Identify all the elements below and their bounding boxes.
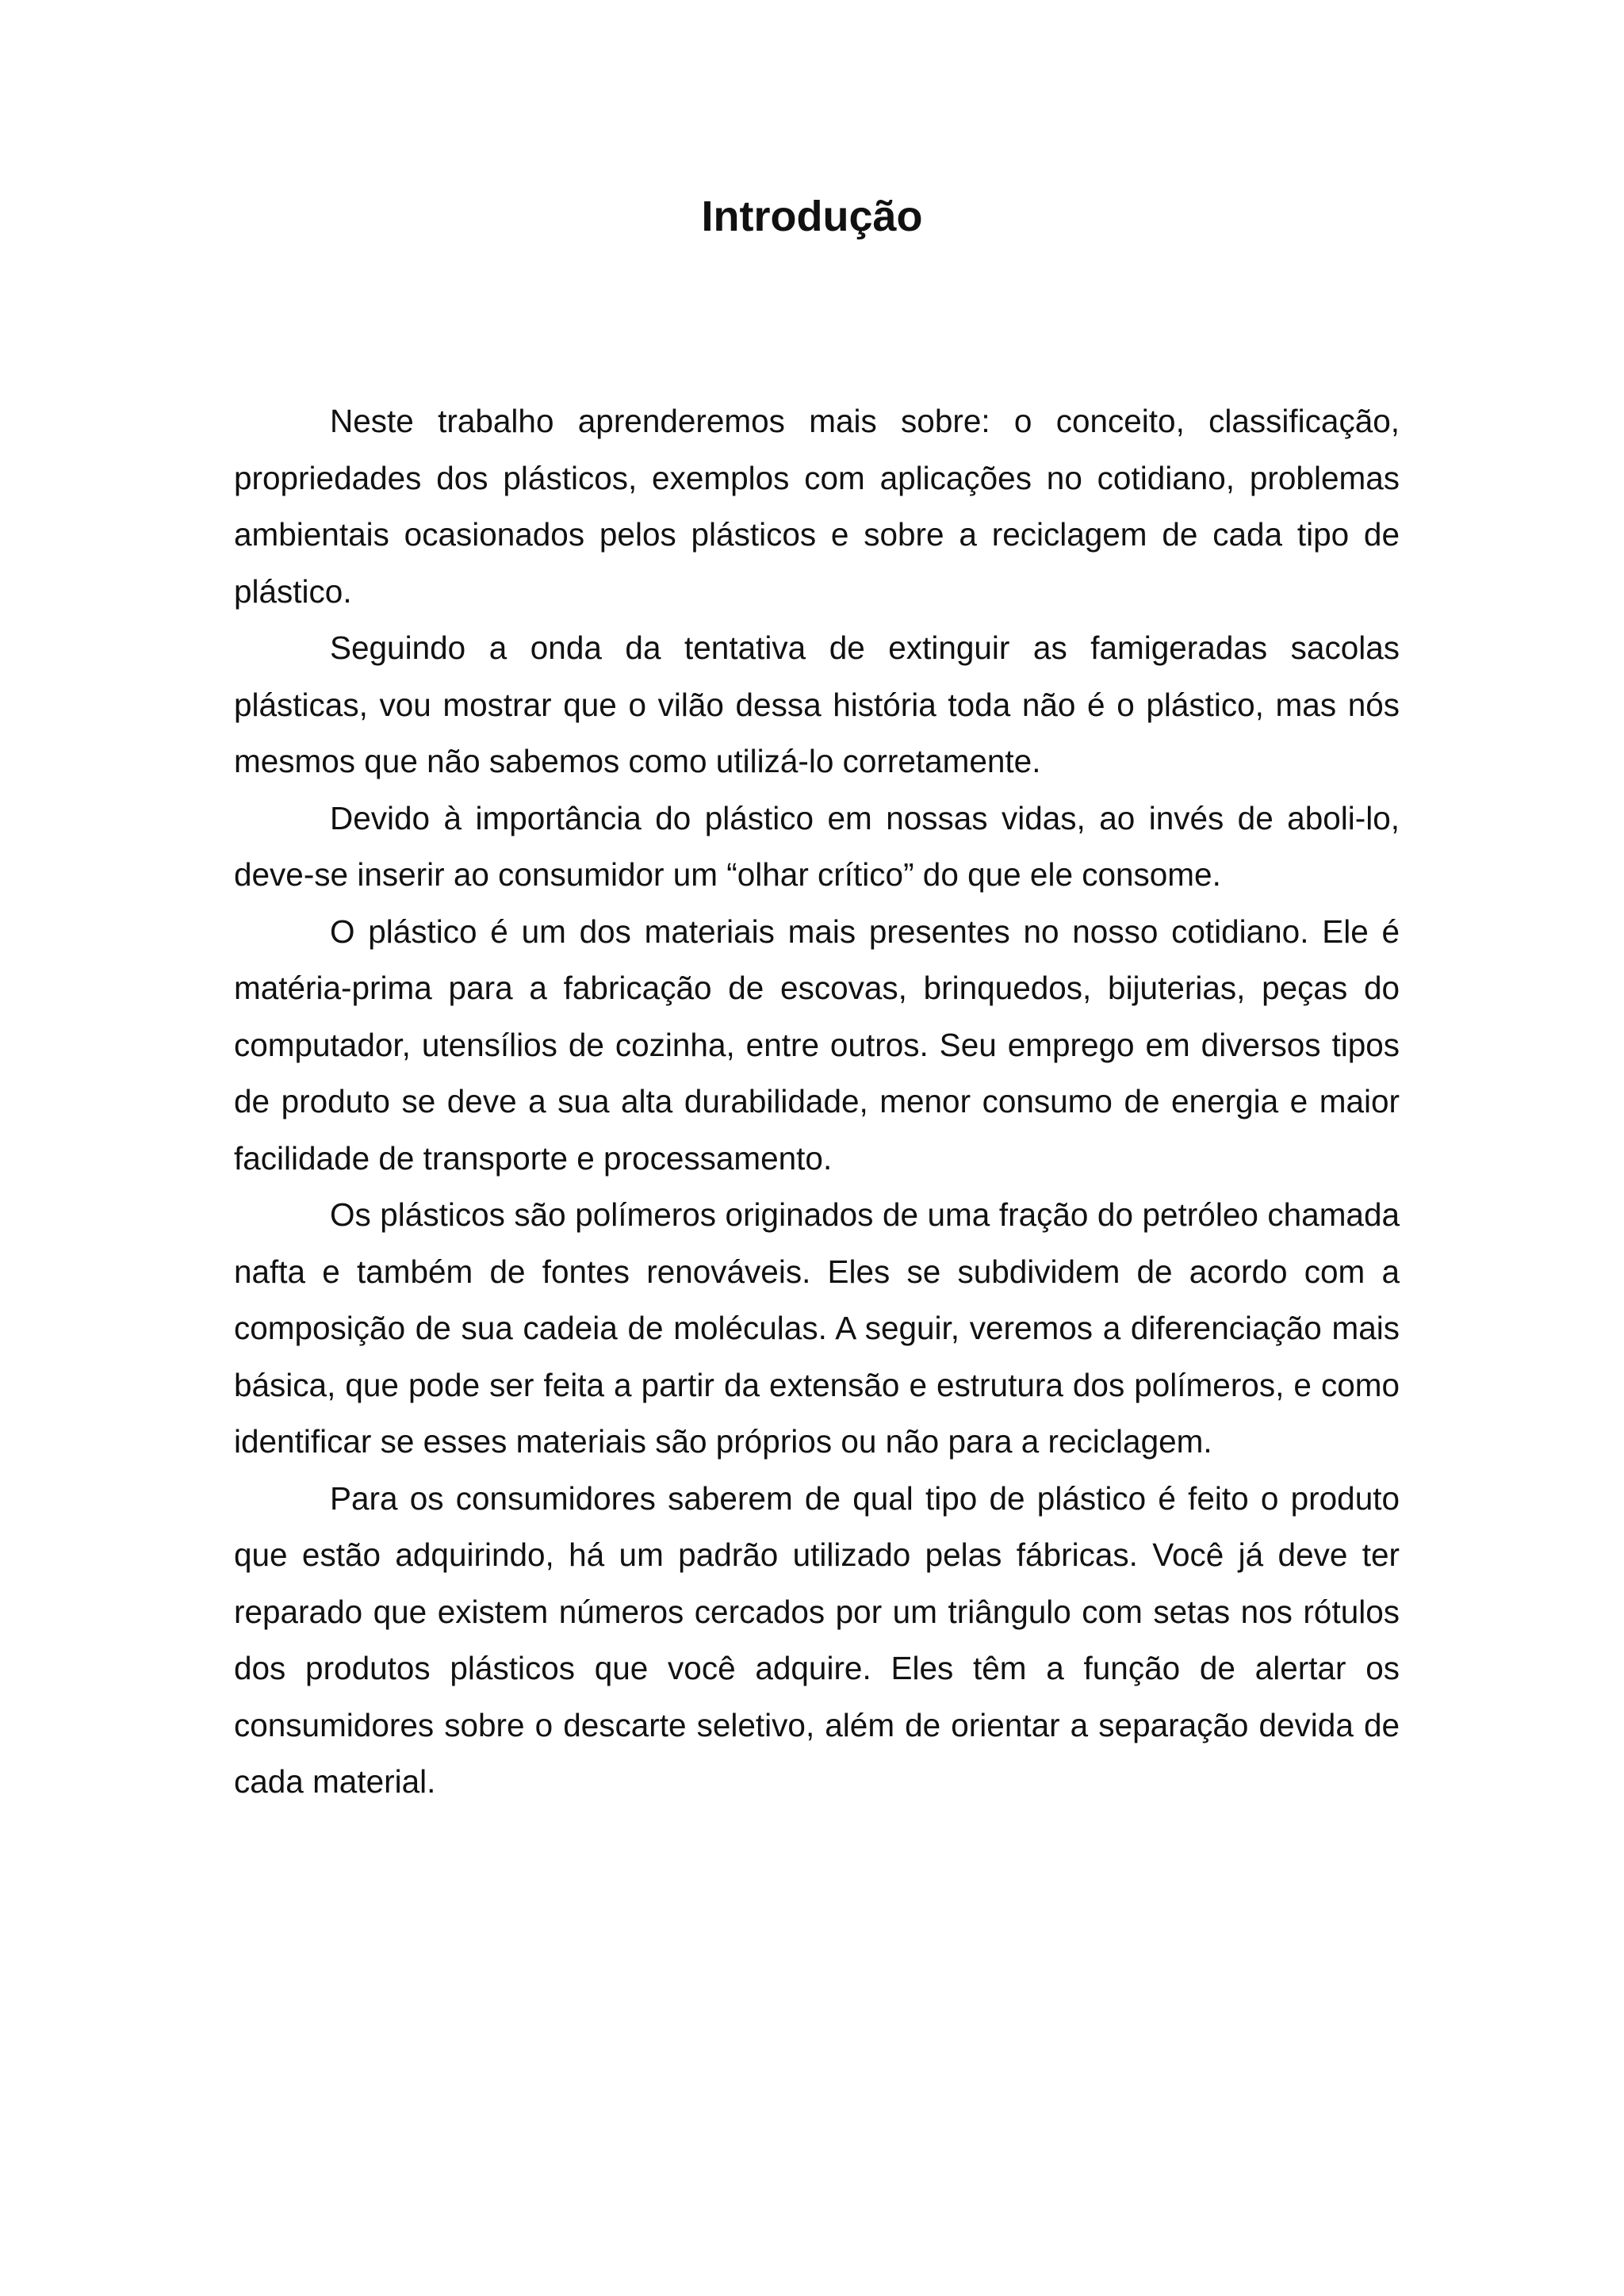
- document-body: [234, 393, 1400, 1811]
- paragraph-4: O plástico é um dos materiais mais presentes no nosso cotidiano. Ele é matéria-prima para a fabricação de escovas, brinquedos, bijuterias, peças do computador, utensílios de cozinha, entre outros. Seu emprego em diversos tipos de produto se deve a sua alta durabilidade, menor consumo de energia e maior facilidade de transporte e processamento.: [234, 913, 1400, 1177]
- paragraph-3: Devido à importância do plástico em nossas vidas, ao invés de aboli-lo, deve-se inserir ao consumidor um “olhar crítico” do que ele consome.: [234, 799, 1400, 893]
- paragraph-6: Para os consumidores saberem de qual tipo de plástico é feito o produto que estão adquirindo, há um padrão utilizado pelas fábricas. Você já deve ter reparado que existem números cercados por um triângulo com setas nos rótulos dos produtos plásticos que você adquire. Eles têm a função de alertar os consumidores sobre o descarte seletivo, além de orientar a separação devida de cada material.: [234, 1479, 1400, 1800]
- paragraph-1: Neste trabalho aprenderemos mais sobre: o conceito, classificação, propriedades dos plásticos, exemplos com aplicações no cotidiano, problemas ambientais ocasionados pelos plásticos e sobre a reciclagem de cada tipo de plástico.: [234, 403, 1400, 610]
- page-title: Introdução: [701, 193, 923, 240]
- paragraph-5: Os plásticos são polímeros originados de uma fração do petróleo chamada nafta e também de fontes renováveis. Eles se subdividem de acordo com a composição de sua cadeia de moléculas. A seguir, veremos a diferenciação mais básica, que pode ser feita a partir da extensão e estrutura dos polímeros, e como identificar se esses materiais são próprios ou não para a reciclagem.: [234, 1196, 1400, 1460]
- paragraph-2: Seguindo a onda da tentativa de extinguir as famigeradas sacolas plásticas, vou mostrar que o vilão dessa história toda não é o plástico, mas nós mesmos que não sabemos como utilizá-lo corretamente.: [234, 629, 1400, 779]
